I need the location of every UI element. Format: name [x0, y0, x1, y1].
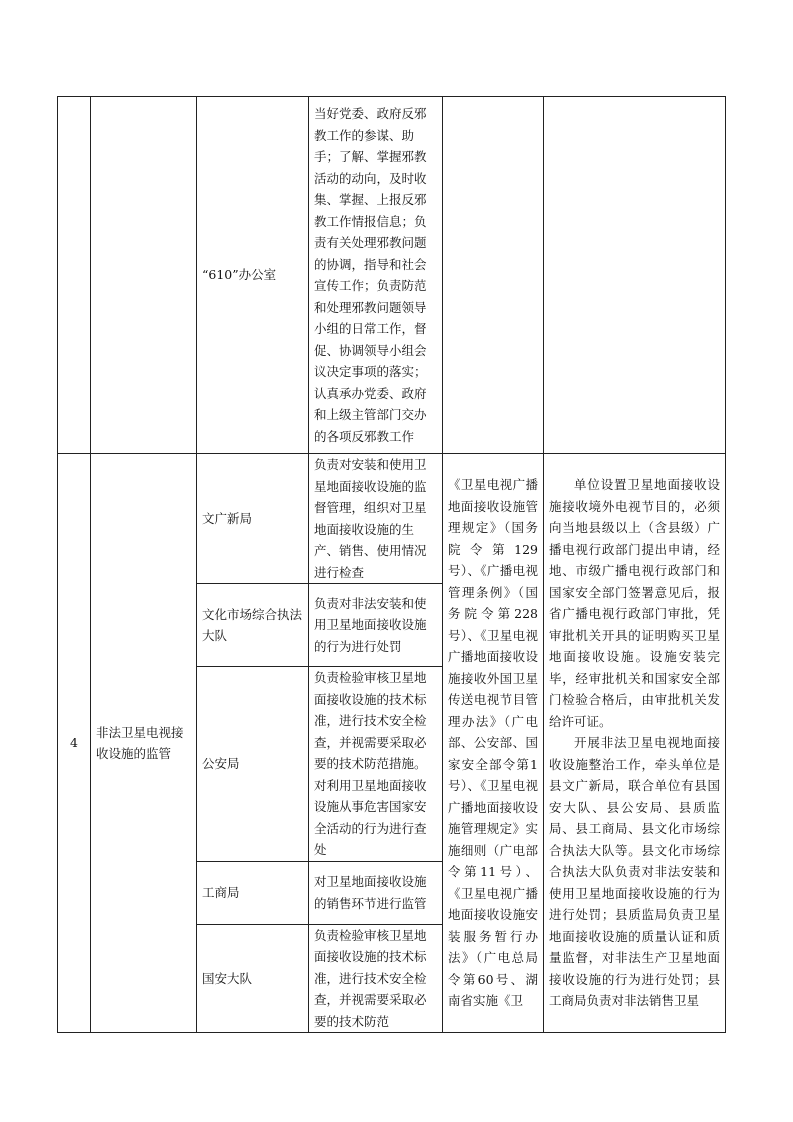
cell-department — [197, 584, 309, 667]
cell-department — [197, 924, 309, 1033]
cell-department — [197, 667, 309, 862]
cell-number — [58, 454, 91, 1033]
cell-duty — [309, 454, 443, 584]
department-name: 文化市场综合执法大队 — [202, 606, 303, 643]
cell-department — [197, 861, 309, 924]
table-row-continued — [58, 97, 726, 454]
department-name: 国安大队 — [202, 970, 253, 986]
department-name: 文广新局 — [202, 510, 253, 526]
note-paragraph: 开展非法卫星电视地面接收设施整治工作，牵头单位是县文广新局，联合单位有县国安大队、县公安局、县质监局、县工商局、县文化市场综合执法大队等。县文化市场综合执法大队负责对非法安装和使用卫星地面接收设施的行为进行处罚；县质监局负责卫星地面接收设施的质量认证和质量监督，对非法生产卫星地面接收设施的行为进行处罚；县工商局负责对非法销售卫星 — [549, 735, 720, 1009]
item-name: 非法卫星电视接收设施的监管 — [96, 724, 184, 761]
cell-number-empty — [58, 97, 91, 454]
department-duty: 负责对非法安装和使用卫星地面接收设施的行为进行处罚 — [314, 595, 427, 654]
table-row — [58, 454, 726, 584]
legal-basis: 《卫星电视广播地面接收设施管理规定》（国务院令第129号）、《广播电视管理条例》（国务院令第228号）、《卫星电视广播地面接收设施接收外国卫星传送电视节目管理办法》（广电部、公安部、国家安全部令第1号）、《卫星电视广播地面接收设施管理规定》实施细则（广电部令第11号）、《卫星电视广播地面接收设施安装服务暂行办法》（广电总局令第60号、湖南省实施《卫 — [448, 477, 538, 1009]
department-duty: 当好党委、政府反邪教工作的参谋、助手；了解、掌握邪教活动的动向，及时收集、掌握、上报反邪教工作情报信息；负责有关处理邪教问题的协调，指导和社会宣传工作；负责防范和处理邪教问题领导小组的日常工作，督促、协调领导小组会议决定事项的落实；认真承办党委、政府和上级主管部门交办的各项反邪教工作 — [314, 106, 427, 444]
department-name: 工商局 — [202, 884, 240, 900]
cell-duty — [309, 584, 443, 667]
cell-department — [197, 454, 309, 584]
cell-duty — [309, 924, 443, 1033]
cell-basis-empty — [443, 97, 544, 454]
cell-item-empty — [91, 97, 197, 454]
note-paragraph: 单位设置卫星地面接收设施接收境外电视节目的，必须向当地县级以上（含县级）广播电视行政部门提出申请，经地、市级广播电视行政部门和国家安全部门签署意见后，报省广播电视行政部门审批，凭审批机关开具的证明购买卫星地面接收设施。设施安装完毕，经审批机关和国家安全部门检验合格后，由审批机关发给许可证。 — [549, 477, 720, 729]
cell-note-empty — [544, 97, 726, 454]
cell-department-610 — [197, 97, 309, 454]
cell-item — [91, 454, 197, 1033]
cell-duty — [309, 667, 443, 862]
cell-basis — [443, 454, 544, 1033]
department-name: “610”办公室 — [202, 267, 277, 283]
responsibility-table — [57, 96, 726, 1033]
cell-duty — [309, 861, 443, 924]
department-duty: 负责检验审核卫星地面接收设施的技术标准，进行技术安全检查，并视需要采取必要的技术防范措施。对利用卫星地面接收设施从事危害国家安全活动的行为进行查处 — [314, 670, 427, 857]
cell-note — [544, 454, 726, 1033]
department-name: 公安局 — [202, 756, 240, 771]
department-duty: 对卫星地面接收设施的销售环节进行监管 — [314, 874, 427, 911]
department-duty: 负责对安装和使用卫星地面接收设施的监督管理，组织对卫星地面接收设施的生产、销售、使用情况进行检查 — [314, 457, 427, 580]
cell-duty-610 — [309, 97, 443, 454]
department-duty: 负责检验审核卫星地面接收设施的技术标准，进行技术安全检查，并视需要采取必要的技术防范 — [314, 927, 427, 1029]
row-number: 4 — [70, 735, 78, 751]
